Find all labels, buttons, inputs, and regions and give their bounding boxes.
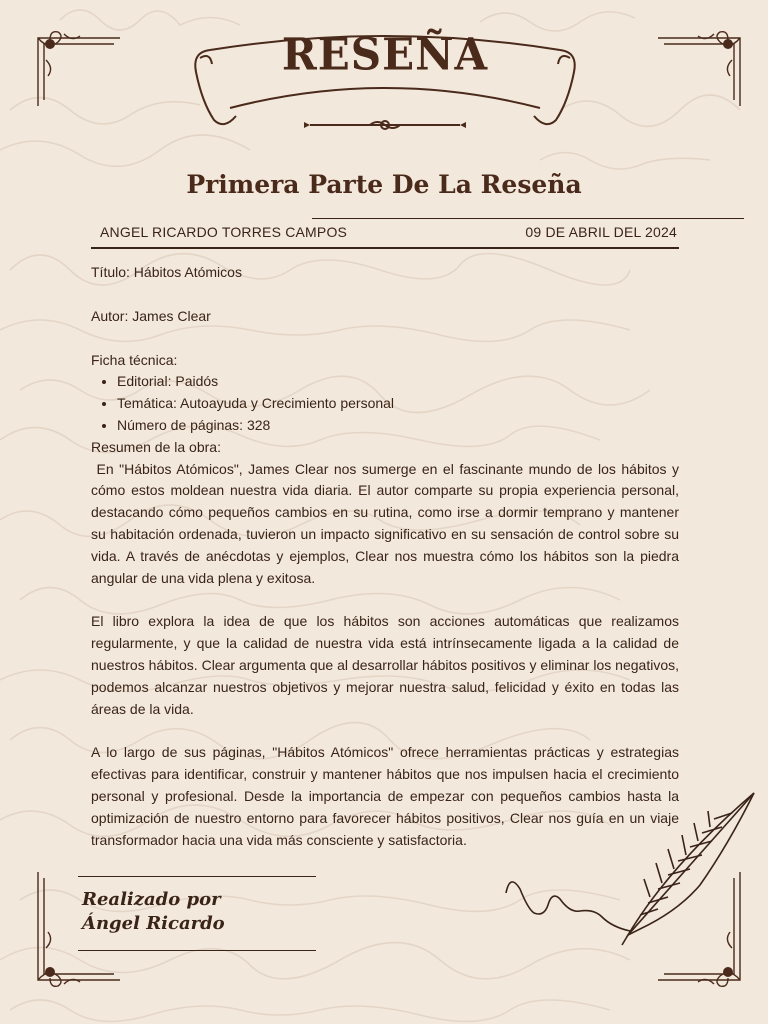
signature-line-2: Ángel Ricardo [82,913,225,934]
signature-block [82,888,225,936]
review-body [91,262,683,851]
author-name: ANGEL RICARDO TORRES CAMPOS [100,224,348,240]
ficha-list [91,371,679,436]
book-title-line: Título: Hábitos Atómicos [91,264,242,280]
ficha-label: Ficha técnica: [91,351,178,368]
signature-line-1: Realizado por [82,889,221,910]
list-item: • Número de páginas: 328 [117,415,679,437]
book-author-line: Autor: James Clear [91,307,211,324]
list-item: • Editorial: Paidós [117,371,679,393]
summary-paragraph: El libro explora la idea de que los hábitos son acciones automáticas que realizamos regularmente, y que la calidad de nuestra vida está intrínsecamente ligada a la calidad de nuestros hábitos. Clear argumenta que al desarrollar hábitos positivos y eliminar los negativos, podemos alcanzar nuestros objetivos y mejorar nuestra salud, felicidad y éxito en todas las áreas de la vida. [91,613,679,717]
summary-paragraph: A lo largo de sus páginas, "Hábitos Atómicos" ofrece herramientas prácticas y estrategias efectivas para identificar, construir y mantener hábitos que nos impulsen hacia el crecimiento personal y profesional. Desde la importancia de empezar con pequeños cambios hasta la optimización de nuestro entorno para favorecer hábitos positivos, Clear nos guía en un viaje transformador hacia una vida más consciente y satisfactoria. [91,744,679,848]
quill-pen-icon [500,785,762,960]
divider [312,218,744,219]
summary-paragraph: En "Hábitos Atómicos", James Clear nos sumerge en el fascinante mundo de los hábitos y cómo estos moldean nuestra vida diaria. El autor comparte su propia experiencia personal, destacando cómo pequeños cambios en su rutina, como irse a dormir temprano y mantener su habitación ordenada, tuvieron un impacto significativo en su sensación de control sobre su vida. A través de anécdotas y ejemplos, Clear nos muestra cómo los hábitos son la piedra angular de una vida plena y exitosa. [91,460,683,586]
corner-ornament-icon [34,30,124,110]
divider [78,876,316,877]
corner-ornament-icon [654,30,744,110]
divider [91,247,679,249]
list-item: • Temática: Autoayuda y Crecimiento personal [117,393,679,415]
resumen-label: Resumen de la obra: [91,438,221,455]
page-title: Primera Parte De La Reseña [186,170,582,199]
divider [78,950,316,951]
review-date: 09 DE ABRIL DEL 2024 [525,224,677,240]
banner-title: RESEÑA [281,28,489,81]
